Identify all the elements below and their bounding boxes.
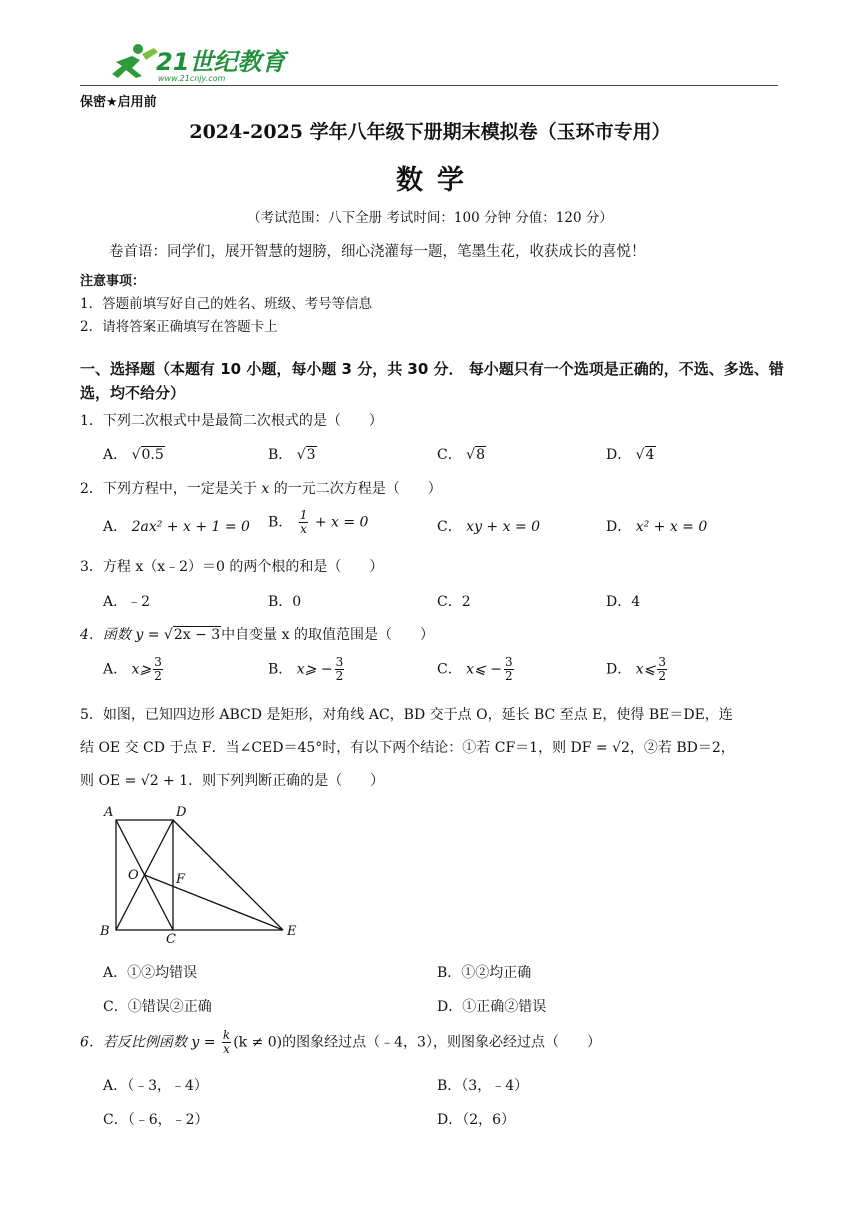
q6-option-d[interactable]: D．（2，6） (437, 1112, 516, 1128)
q4-option-b[interactable]: B． x⩾ − $\frac{3}{2}$ (268, 655, 344, 683)
q3-option-a[interactable]: A．﹣2 (103, 594, 151, 610)
label-a: A (104, 805, 114, 820)
label-d: D (176, 805, 187, 820)
q3-option-d[interactable]: D．4 (606, 594, 641, 610)
exam-motto: 卷首语：同学们，展开智慧的翅膀，细心浇灌每一题，笔墨生花，收获成长的喜悦！ (109, 244, 646, 260)
q5-option-a[interactable]: A．①②均错误 (103, 965, 198, 981)
q2-option-d[interactable]: D． x² + x = 0 (606, 519, 708, 535)
q6-option-b[interactable]: B．（3，﹣4） (437, 1078, 529, 1094)
label-c: C (166, 932, 176, 947)
segment-oe (145, 875, 284, 930)
logo-text: 21世纪教育 (156, 48, 286, 76)
q1-option-d[interactable]: D． √4 (606, 447, 655, 463)
notes-title: 注意事项： (80, 274, 146, 289)
label-e: E (287, 924, 297, 939)
q4-option-d[interactable]: D． x⩽ $\frac{3}{2}$ (606, 655, 666, 683)
q5-line: 结 OE 交 CD 于点 F．当∠CED＝45°时，有以下两个结论：①若 CF＝1，则 DF = √2，②若 BD＝2， (80, 740, 735, 756)
q3-option-c[interactable]: C．2 (437, 594, 471, 610)
q2-option-c[interactable]: C． xy + x = 0 (437, 519, 541, 535)
runner-icon (112, 44, 158, 78)
q6-option-a[interactable]: A．（﹣3，﹣4） (103, 1078, 208, 1094)
logo-url-text: www.21cnjy.com (158, 74, 226, 83)
segment-de (173, 820, 283, 930)
subject-title: 数学 (396, 165, 478, 196)
note-item: 1．答题前填写好自己的姓名、班级、考号等信息 (80, 296, 373, 312)
q5-option-b[interactable]: B．①②均正确 (437, 965, 532, 981)
q1-option-a[interactable]: A． √0.5 (103, 447, 164, 463)
note-item: 2．请将答案正确填写在答题卡上 (80, 319, 278, 335)
question-4-stem: 4．函数 y = √2x − 3中自变量 x 的取值范围是（ ） (80, 627, 434, 643)
question-6-stem: 6．若反比例函数 y = $\frac{k}{x}$ (k ≠ 0)的图象经过点（﹣4，3），则图象必经过点（ ） (80, 1028, 601, 1056)
question-5-stem (80, 699, 780, 798)
q5-option-d[interactable]: D．①正确②错误 (437, 999, 547, 1015)
q1-option-c[interactable]: C． √8 (437, 447, 486, 463)
q2-option-b[interactable]: B． $\frac{1}{x}$ + x = 0 (268, 508, 369, 536)
header-rule (80, 85, 778, 86)
site-logo (102, 40, 286, 84)
question-1-stem: 1．下列二次根式中是最简二次根式的是（ ） (80, 413, 383, 429)
label-o: O (128, 868, 139, 883)
q4-option-c[interactable]: C． x⩽ − $\frac{3}{2}$ (437, 655, 513, 683)
q5-line: 则 OE = √2 + 1．则下列判断正确的是（ ） (80, 773, 385, 789)
label-f: F (176, 872, 186, 887)
question-2-stem: 2．下列方程中，一定是关于 x 的一元二次方程是（ ） (80, 481, 442, 497)
geometry-figure (98, 800, 308, 945)
q3-option-b[interactable]: B．0 (268, 594, 302, 610)
q1-option-b[interactable]: B． √3 (268, 447, 316, 463)
label-b: B (100, 924, 110, 939)
q2-option-a[interactable]: A． 2ax² + x + 1 = 0 (103, 519, 250, 535)
q5-option-c[interactable]: C．①错误②正确 (103, 999, 212, 1015)
q5-line: 5．如图，已知四边形 ABCD 是矩形，对角线 AC，BD 交于点 O，延长 BC 至点 E，使得 BE＝DE，连 (80, 707, 733, 723)
exam-info: （考试范围：八下全册 考试时间：100 分钟 分值：120 分） (247, 210, 613, 226)
q6-option-c[interactable]: C．（﹣6，﹣2） (103, 1112, 209, 1128)
confidential-label: 保密★启用前 (80, 95, 157, 110)
exam-title: 2024-2025 学年八年级下册期末模拟卷（玉环市专用） (189, 121, 671, 143)
q4-option-a[interactable]: A． x⩾ $\frac{3}{2}$ (103, 655, 162, 683)
section-heading: 一、选择题（本题有 10 小题，每小题 3 分，共 30 分． 每小题只有一个选项是正确的，不选、多选、错选，均不给分） (80, 360, 784, 402)
question-3-stem: 3．方程 x（x﹣2）＝0 的两个根的和是（ ） (80, 559, 384, 575)
